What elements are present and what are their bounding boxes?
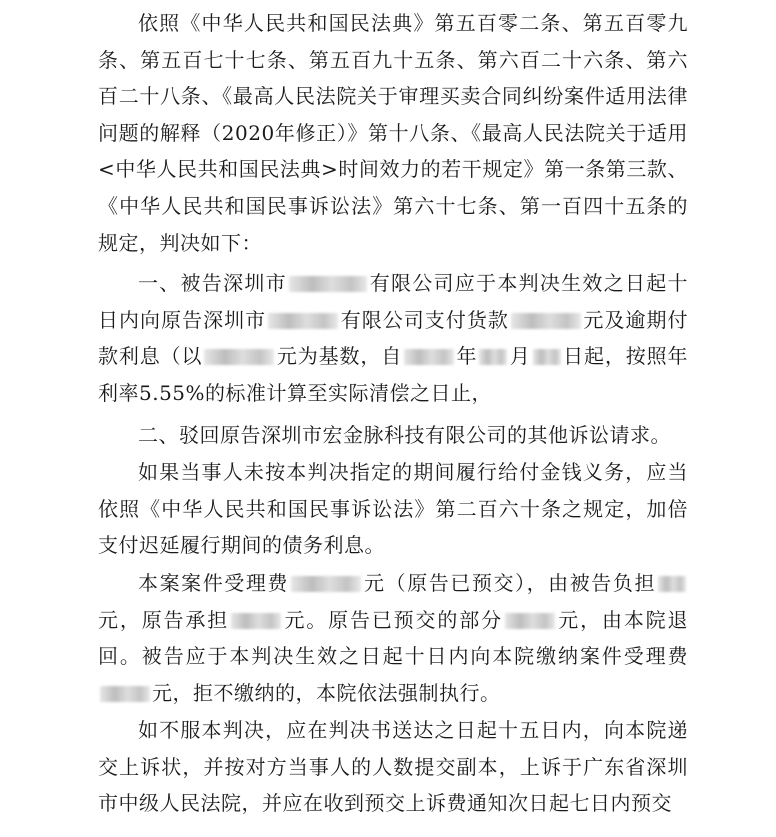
- item1-text-b: 有限公司应于本判决生效之日起十日内向原告深圳市: [98, 271, 689, 332]
- item1-text-g: 月: [509, 344, 531, 369]
- redacted-interest-base: [204, 349, 274, 365]
- judgment-item-2: [98, 417, 688, 454]
- redacted-defendant-name: [289, 276, 367, 292]
- item1-text-f: 年: [456, 344, 478, 369]
- redacted-year: [404, 349, 454, 365]
- fee-text-e: 元，由本院退回。被告应于本判决生效之日起十日内向本院缴纳案件受理费: [98, 607, 689, 669]
- appeal-paragraph: [98, 712, 688, 822]
- enforcement-text: 如果当事人未按本判决指定的期间履行给付金钱义务，应当依照《中华人民共和国民事诉讼法》第二百六十条之规定，加倍支付迟延履行期间的债务利息。: [98, 460, 688, 558]
- item1-text-c: 有限公司支付货款: [340, 307, 509, 332]
- redacted-payment-amount: [511, 313, 581, 329]
- redacted-refund-amount: [505, 613, 555, 629]
- legal-basis-paragraph: [98, 5, 688, 261]
- redacted-payable-fee: [100, 686, 150, 702]
- redacted-case-fee: [291, 576, 361, 592]
- fee-text-f: 元，拒不缴纳的，本院依法强制执行。: [152, 680, 501, 705]
- redacted-month: [479, 349, 507, 365]
- fee-text-a: 本案案件受理费: [138, 571, 289, 595]
- item1-text-e: 元为基数，自: [276, 344, 403, 369]
- appeal-text: 如不服本判决，应在判决书送达之日起十五日内，向本院递交上诉状，并按对方当事人的人数提交副本，上诉于广东省深圳市中级人民法院，并应在收到预交上诉费通知次日起七日内预交: [98, 718, 688, 816]
- item2-text: 二、驳回原告深圳市宏金脉科技有限公司的其他诉讼请求。: [138, 423, 671, 447]
- fee-paragraph: [98, 565, 688, 711]
- judgment-item-1: [98, 265, 688, 411]
- item1-text-d: 元及逾期付款利息（以: [98, 307, 689, 369]
- legal-basis-text: 依照《中华人民共和国民法典》第五百零二条、第五百零九条、第五百七十七条、第五百九十五条、第六百二十六条、第六百二十八条、《最高人民法院关于审理买卖合同纠纷案件适用法律问题的解释（2020年修正）》第十八条、《最高人民法院关于适用<中华人民共和国民法典>时间效力的若干规定》第一条第三款、《中华人民共和国民事诉讼法》第六十七条、第一百四十五条的规定，判决如下：: [98, 11, 688, 255]
- item1-text-a: 一、被告深圳市: [138, 271, 287, 295]
- redacted-defendant-fee: [658, 576, 686, 592]
- item1-text-h: 日起，按照年利率5.55%的标准计算至实际清偿之日止，: [98, 344, 689, 405]
- redacted-day: [533, 349, 561, 365]
- fee-text-c: 元，原告承担: [98, 607, 230, 632]
- fee-text-b: 元（原告已预交），由被告负担: [362, 571, 657, 595]
- fee-text-d: 元。原告已预交的部分: [283, 607, 503, 632]
- enforcement-paragraph: [98, 454, 688, 564]
- redacted-plaintiff-fee: [231, 613, 281, 629]
- redacted-plaintiff-name: [268, 313, 338, 329]
